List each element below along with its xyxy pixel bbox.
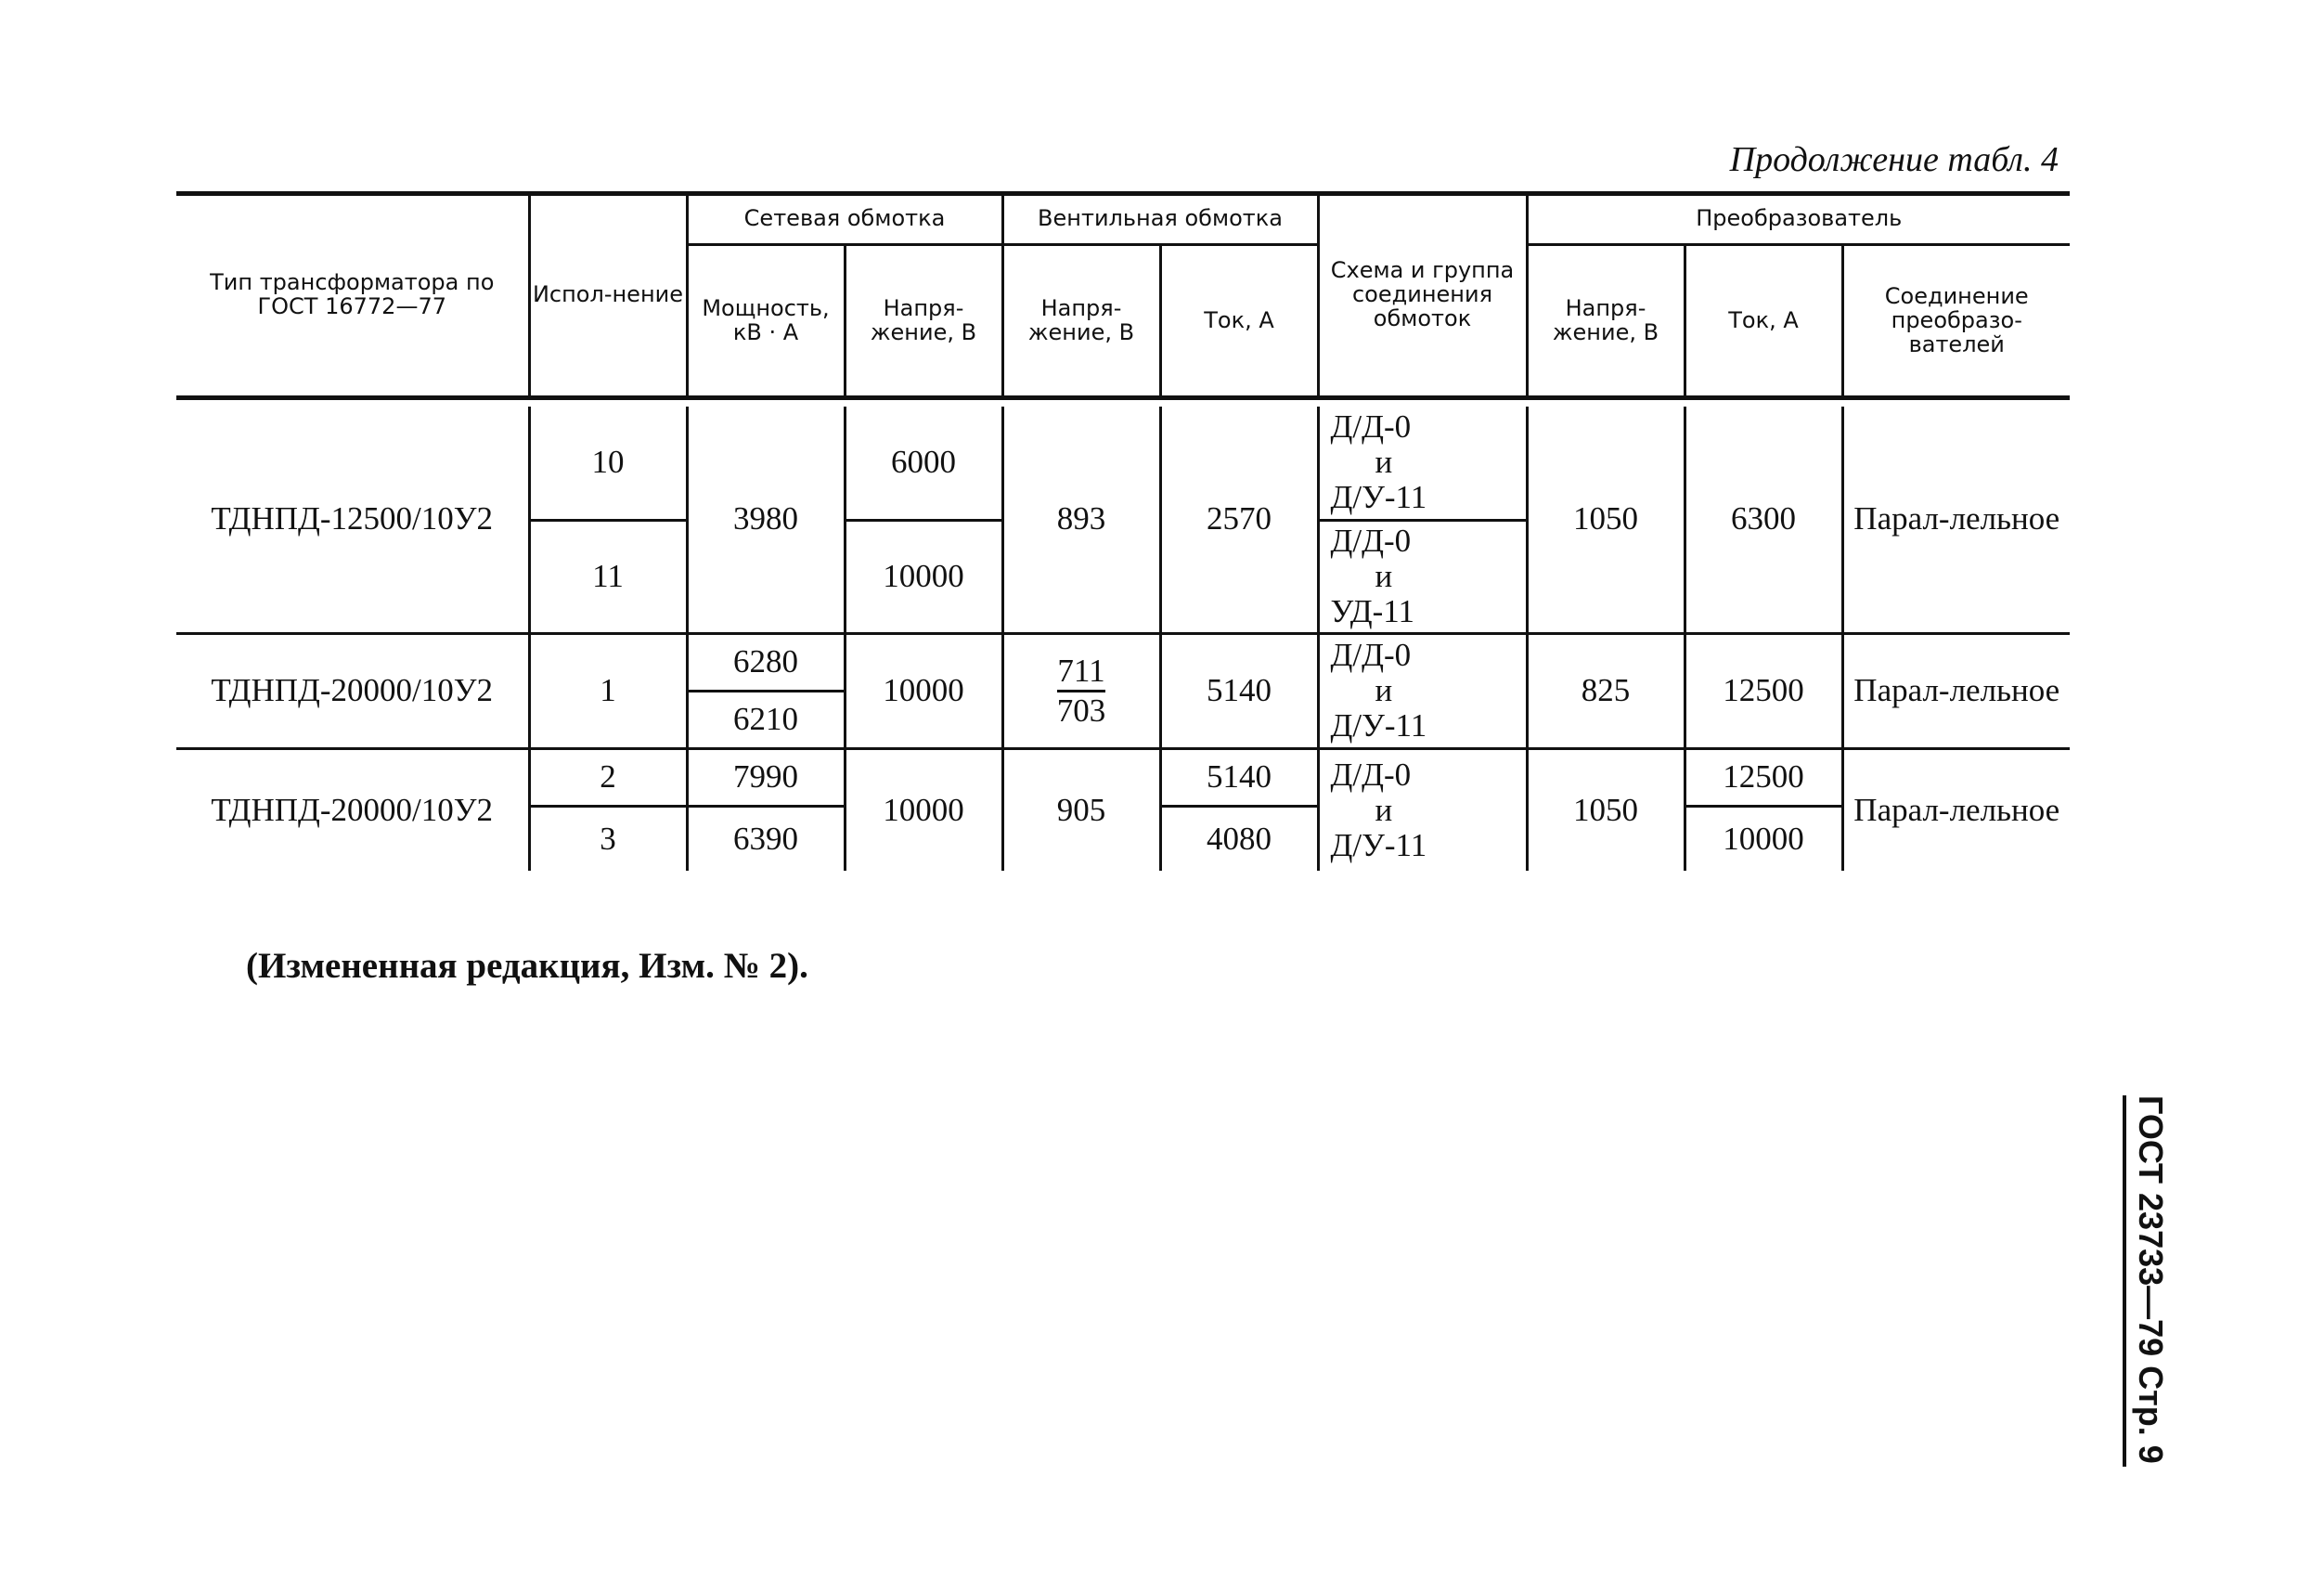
page-side-label: ГОСТ 23733—79 Стр. 9 bbox=[2132, 1095, 2170, 1464]
row1-p-conn: Парал-лельное bbox=[1842, 407, 2070, 633]
row1-v-current: 2570 bbox=[1160, 407, 1318, 633]
table-row bbox=[176, 407, 2070, 520]
row3-v-volt: 905 bbox=[1002, 748, 1160, 871]
header-preobrazovatel: Преобразователь bbox=[1527, 193, 2070, 244]
header-ventilnaya-voltage: Напря-жение, В bbox=[1002, 244, 1160, 397]
row1-v-volt: 893 bbox=[1002, 407, 1160, 633]
row1-isp-b: 11 bbox=[529, 520, 687, 633]
row2-p-conn: Парал-лельное bbox=[1842, 633, 2070, 748]
row1-p-current: 6300 bbox=[1685, 407, 1842, 633]
row1-scheme-a: Д/Д-0 и Д/У-11 bbox=[1318, 407, 1527, 520]
revision-note: (Измененная редакция, Изм. № 2). bbox=[246, 946, 808, 986]
row3-volt: 10000 bbox=[845, 748, 1002, 871]
row3-v-current-b: 4080 bbox=[1160, 806, 1318, 871]
row3-type: ТДНПД-20000/10У2 bbox=[176, 748, 529, 871]
header-preobr-current: Ток, А bbox=[1685, 244, 1842, 397]
header-setevaya-voltage: Напря-жение, В bbox=[845, 244, 1002, 397]
table-continuation-title: Продолжение табл. 4 bbox=[1729, 140, 2059, 179]
side-rule bbox=[2123, 1095, 2126, 1467]
row2-type: ТДНПД-20000/10У2 bbox=[176, 633, 529, 748]
header-type: Тип трансформатора по ГОСТ 16772—77 bbox=[210, 268, 495, 319]
row2-scheme: Д/Д-0 и Д/У-11 bbox=[1318, 633, 1527, 748]
header-setevaya: Сетевая обмотка bbox=[687, 193, 1002, 244]
row3-p-current-a: 12500 bbox=[1685, 748, 1842, 806]
row2-isp: 1 bbox=[529, 633, 687, 748]
row1-power: 3980 bbox=[687, 407, 845, 633]
row3-p-current-b: 10000 bbox=[1685, 806, 1842, 871]
row2-p-volt: 825 bbox=[1527, 633, 1685, 748]
header-ispolnenie: Испол-нение bbox=[529, 193, 687, 397]
row3-p-conn: Парал-лельное bbox=[1842, 748, 2070, 871]
header-preobr-connection: Соединение преобразо-вателей bbox=[1842, 244, 2070, 397]
row3-power-b: 6390 bbox=[687, 806, 845, 871]
row3-isp-b: 3 bbox=[529, 806, 687, 871]
row1-type: ТДНПД-12500/10У2 bbox=[211, 500, 494, 537]
row1-scheme-b: Д/Д-0 и УД-11 bbox=[1318, 520, 1527, 633]
row2-v-current: 5140 bbox=[1160, 633, 1318, 748]
header-ventilnaya-current: Ток, А bbox=[1160, 244, 1318, 397]
row3-p-volt: 1050 bbox=[1527, 748, 1685, 871]
row3-power-a: 7990 bbox=[687, 748, 845, 806]
table-row bbox=[176, 633, 2070, 691]
transformer-table bbox=[176, 193, 2070, 871]
row2-power-b: 6210 bbox=[687, 691, 845, 748]
table-row bbox=[176, 748, 2070, 806]
row3-scheme: Д/Д-0 и Д/У-11 bbox=[1318, 748, 1527, 871]
row3-v-current-a: 5140 bbox=[1160, 748, 1318, 806]
row2-p-current: 12500 bbox=[1685, 633, 1842, 748]
header-preobr-voltage: Напря-жение, В bbox=[1527, 244, 1685, 397]
row1-volt-a: 6000 bbox=[845, 407, 1002, 520]
row3-isp-a: 2 bbox=[529, 748, 687, 806]
row1-isp-a: 10 bbox=[529, 407, 687, 520]
row2-v-volt: $\frac{711}{703}$ bbox=[1002, 633, 1160, 748]
row1-p-volt: 1050 bbox=[1527, 407, 1685, 633]
header-ventilnaya: Вентильная обмотка bbox=[1002, 193, 1318, 244]
row1-volt-b: 10000 bbox=[845, 520, 1002, 633]
header-setevaya-power: Мощность, кВ · А bbox=[687, 244, 845, 397]
header-scheme: Схема и группа соединения обмоток bbox=[1318, 193, 1527, 397]
row2-power-a: 6280 bbox=[687, 633, 845, 691]
row2-volt: 10000 bbox=[845, 633, 1002, 748]
